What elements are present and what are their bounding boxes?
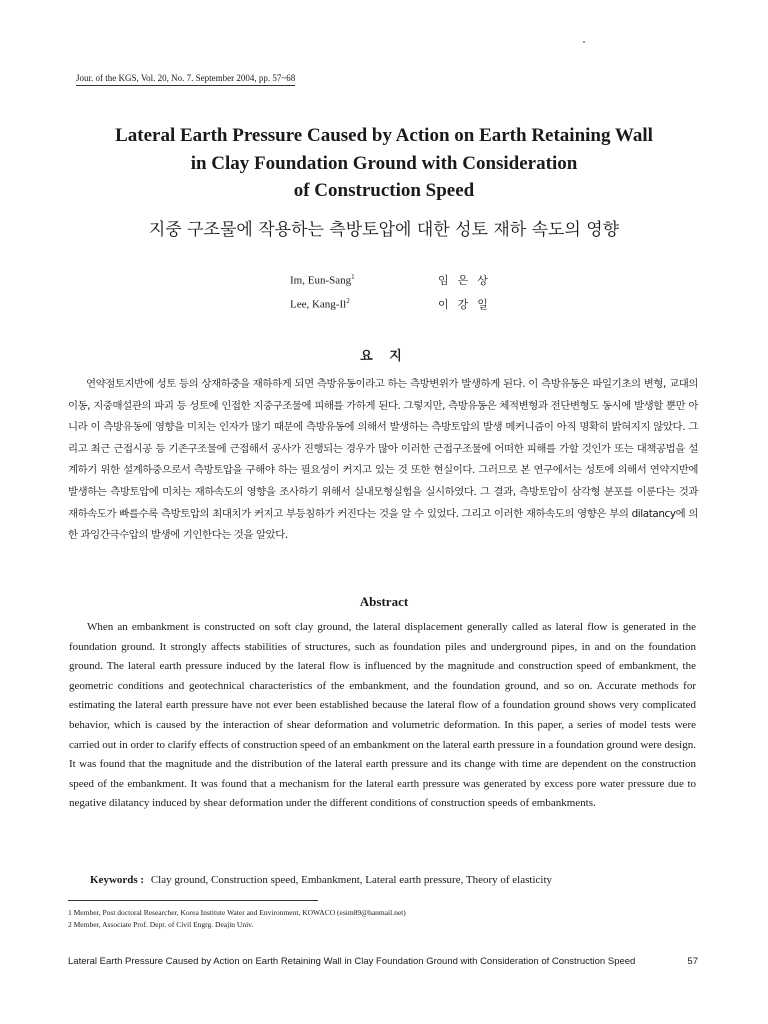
korean-abstract-body: 연약점토지반에 성토 등의 상재하중을 재하하게 되면 측방유동이라고 하는 측방변위가 발생하게 된다. 이 측방유동은 파일기초의 변형, 교대의 이동, 지중매설관의 파괴 등 성토에 인접한 지중구조물에 피해를 가하게 된다. 그렇지만, 측방유동은 체적변형과 전단변형도 동시에 발생할 뿐만 아니라 이 측방유동에 영향을 미치는 인자가 많기 때문에 측방유동에 의해서 발생하는 측방토압의 발생 메커니즘이 아직 명확히 밝혀지지 않았다. 그리고 최근 근접시공 등 기존구조물에 근접해서 공사가 진행되는 경우가 많아 이러한 근접구조물에 어떠한 피해를 가할 것인가 또는 대책공법을 설계하기 위한 설계하중으로서 측방토압을 구해야 하는 필요성이 커지고 있는 것 또한 현실이다. 그러므로 본 연구에서는 성토에 의해서 연약지반에 발생하는 측방토압에 미치는 재하속도의 영향을 조사하기 위해서 실내모형실험을 실시하였다. 그 결과, 측방토압이 삼각형 분포를 이룬다는 것과 재하속도가 빠를수록 측방토압의 최대치가 커지고 부등침하가 커진다는 것을 알 수 있었다. 그리고 이러한 재하속도의 영향은 부의 dilatancy에 의한 과잉간극수압의 발생에 기인한다는 것을 알았다. xyxy=(68,378,698,542)
title-line-1: Lateral Earth Pressure Caused by Action on Earth Retaining Wall xyxy=(115,125,653,146)
author-2 xyxy=(290,297,497,311)
footnote-2: 2 Member, Associate Prof. Dept. of Civil Engrg. Deajin Univ. xyxy=(68,920,254,929)
title-line-3: of Construction Speed xyxy=(293,180,475,201)
footnote-1: 1 Member, Post doctoral Researcher, Korea Institute Water and Environment, KOWACO (esim89@hanmail.net) xyxy=(68,908,406,917)
abstract-heading: Abstract xyxy=(359,594,409,609)
author-2-affiliation-mark: 2 xyxy=(346,297,350,305)
journal-reference: Jour. of the KGS, Vol. 20, No. 7. September 2004, pp. 57~68 xyxy=(76,73,295,86)
author-1 xyxy=(290,273,497,287)
abstract-body: When an embankment is constructed on soft clay ground, the lateral displacement generally called as lateral flow is generated in the foundation ground. It strongly affects stabilities of structures, such as foundation piles and underground pipes, in and on the foundation ground. The lateral earth pressure induced by the lateral flow is influenced by the magnitude and construction speed of embankment, the geometric conditions and geotechnical characteristics of the embankment, and the foundation ground, and so on. Accurate methods for estimating the lateral earth pressure have not ever been established because the lateral flow of a foundation ground shows very complicated behavior, which is caused by the interaction of shear deformation and volumetric deformation. In this paper, a series of model tests were carried out in order to clarify effects of construction speed of an embankment on the lateral earth pressure in a foundation ground were design. It was found that the magnitude and the distribution of the lateral earth pressure and its change with time are dependent on the construction speed of the embankment. It was found that a mechanism for the lateral earth pressure was generated by excess pore water pressure due to negative dilatancy induced by shear deformation under the different conditions of construction speeds of embankments. xyxy=(69,621,696,810)
korean-title: 지중 구조물에 작용하는 측방토압에 대한 성토 재하 속도의 영향 xyxy=(148,220,620,240)
scan-speck xyxy=(583,41,585,43)
keywords-text: Clay ground, Construction speed, Embankment, Lateral earth pressure, Theory of elasticity xyxy=(150,874,553,886)
author-1-affiliation-mark: 1 xyxy=(351,273,355,281)
title-line-2: in Clay Foundation Ground with Consideration xyxy=(190,152,578,174)
keywords xyxy=(90,874,710,886)
page-number: 57 xyxy=(687,956,698,967)
korean-abstract-heading: 요 지 xyxy=(360,349,408,364)
running-title: Lateral Earth Pressure Caused by Action on Earth Retaining Wall in Clay Foundation Ground with Consideration of Construction Speed xyxy=(68,956,636,967)
english-title xyxy=(40,122,728,205)
author-2-korean-name: 이강일 xyxy=(438,298,497,311)
running-footer xyxy=(68,956,698,967)
author-2-name: Lee, Kang-Il xyxy=(290,298,347,311)
keywords-label: Keywords : xyxy=(90,874,145,886)
author-1-name: Im, Eun-Sang xyxy=(290,274,352,287)
author-1-korean-name: 임은상 xyxy=(438,274,497,287)
footnote-rule xyxy=(68,900,318,901)
